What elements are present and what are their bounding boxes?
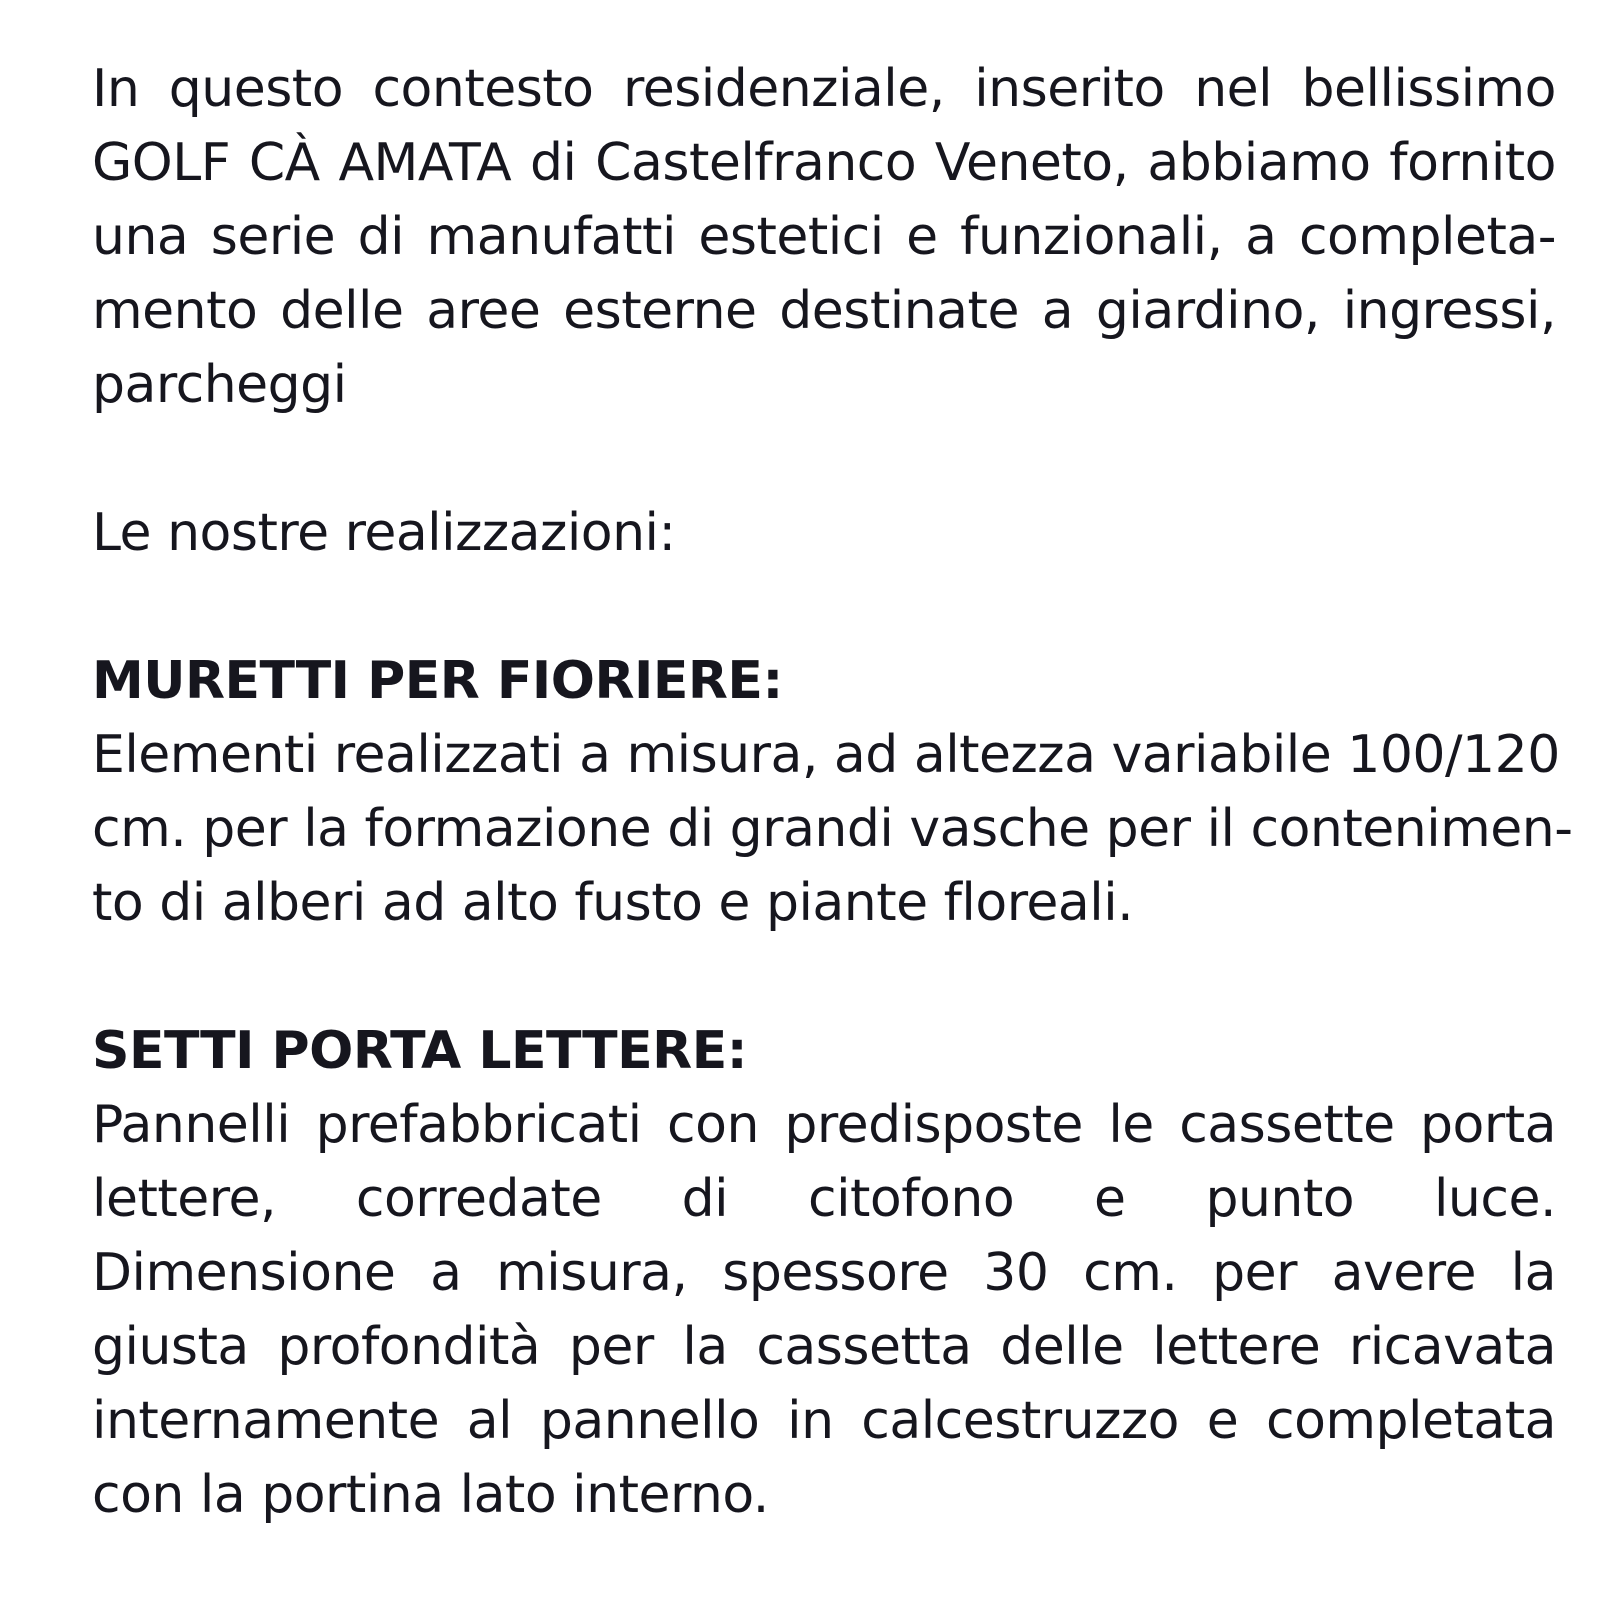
realizations-heading: Le nostre realizzazioni: <box>92 503 676 563</box>
intro-line: parcheggi <box>92 355 347 415</box>
spacer <box>92 422 1556 496</box>
intro-paragraph <box>92 52 1556 422</box>
intro-line: In questo contesto residenziale, inserito nel bellissimo <box>92 59 1556 119</box>
section-line: Elementi realizzati a misura, ad altezza variabile 100/120 <box>92 725 1560 785</box>
intro-line: GOLF CÀ AMATA di Castelfranco Veneto, abbiamo fornito <box>92 133 1556 193</box>
section-line: giusta profondità per la cassetta delle lettere ricavata <box>92 1317 1556 1377</box>
section-line: lettere, corredate di citofono e punto luce. <box>92 1169 1556 1229</box>
section-line: internamente al pannello in calcestruzzo e completata <box>92 1391 1556 1451</box>
section-line: Dimensione a misura, spessore 30 cm. per avere la <box>92 1243 1556 1303</box>
section-line: Pannelli prefabbricati con predisposte le cassette porta <box>92 1095 1556 1155</box>
spacer <box>92 570 1556 644</box>
intro-line: mento delle aree esterne destinate a giardino, ingressi, <box>92 281 1556 341</box>
section-muretti <box>92 644 1573 940</box>
spacer <box>92 940 1556 1014</box>
intro-line: una serie di manufatti estetici e funzionali, a completa- <box>92 207 1556 267</box>
section-line: con la portina lato interno. <box>92 1465 769 1525</box>
section-setti <box>92 1014 1556 1532</box>
section-line: cm. per la formazione di grandi vasche per il contenimen- <box>92 799 1573 859</box>
section-title: SETTI PORTA LETTERE: <box>92 1021 748 1081</box>
section-title: MURETTI PER FIORIERE: <box>92 651 783 711</box>
document-body <box>92 52 1573 1532</box>
section-line: to di alberi ad alto fusto e piante floreali. <box>92 873 1134 933</box>
